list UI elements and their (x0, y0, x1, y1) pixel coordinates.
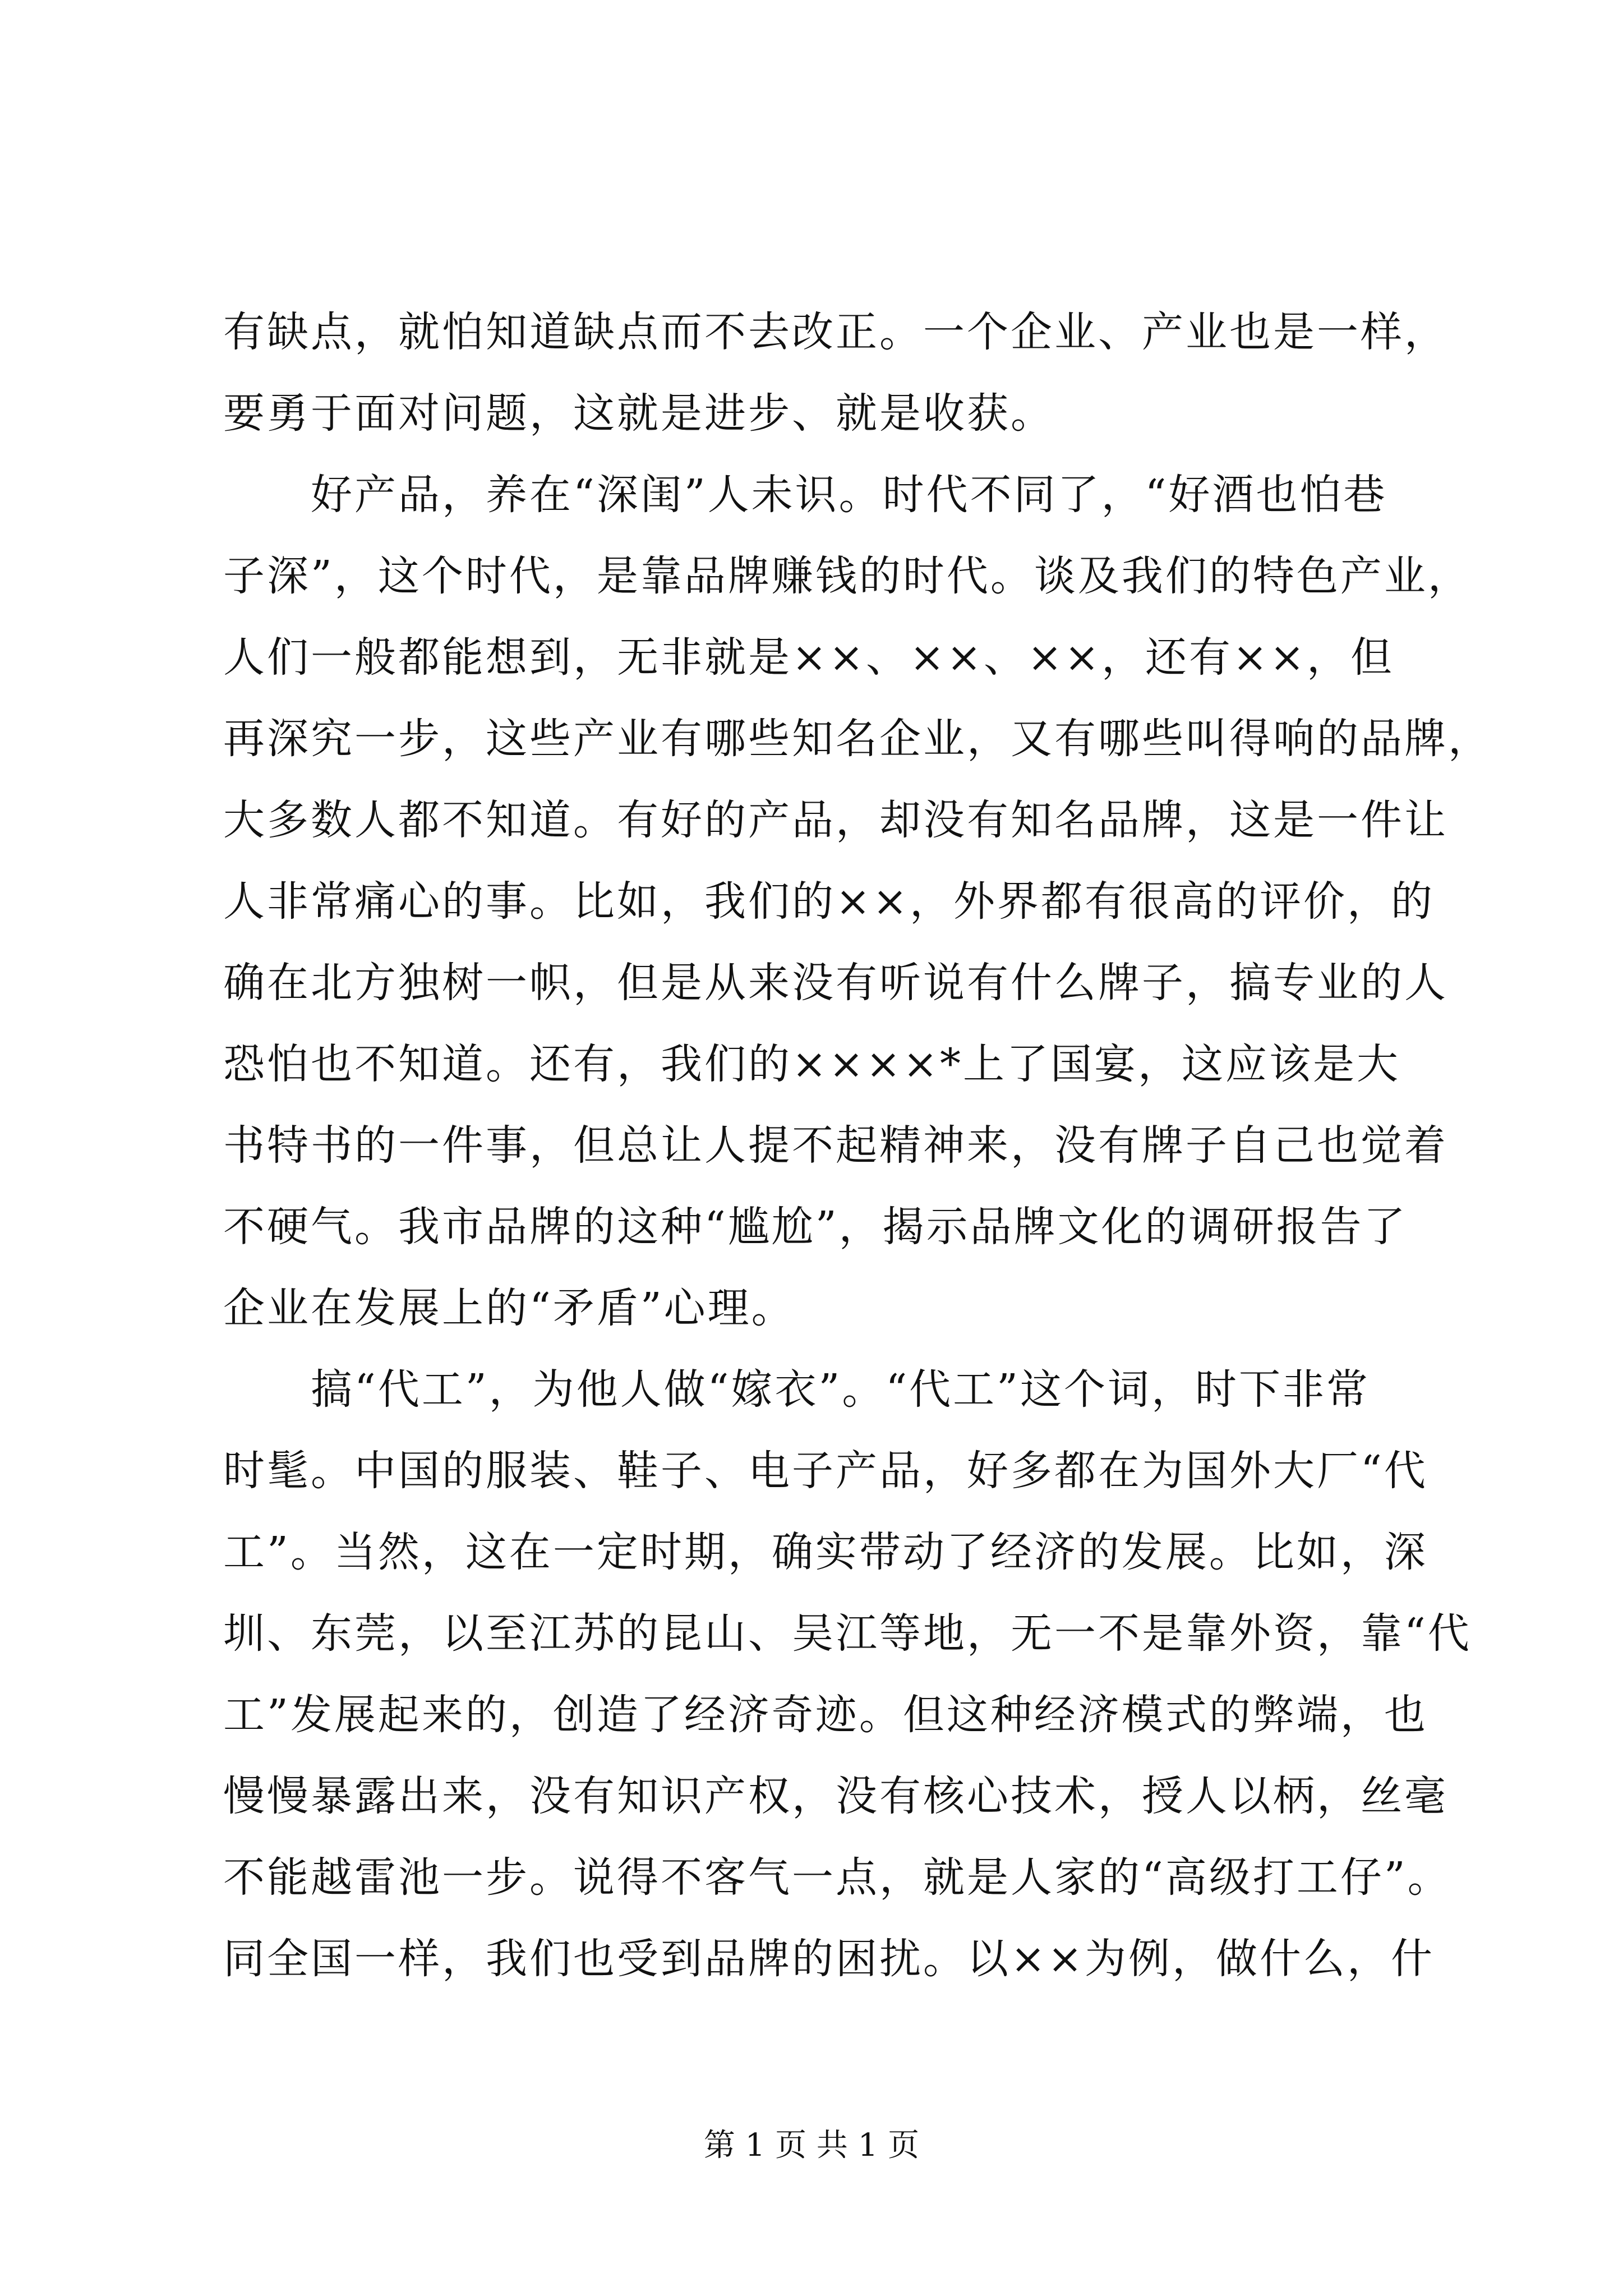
text-line: 有缺点，就怕知道缺点而不去改正。一个企业、产业也是一样， (223, 308, 1448, 356)
text-line: 同全国一样，我们也受到品牌的困扰。以××为例，做什么，什 (223, 1935, 1435, 1983)
text-line: 搞“代工”，为他人做“嫁衣”。“代工”这个词，时下非常 (223, 1365, 1370, 1414)
text-line: 确在北方独树一帜，但是从来没有听说有什么牌子，搞专业的人 (223, 959, 1448, 1007)
text-line: 大多数人都不知道。有好的产品，却没有知名品牌，这是一件让 (223, 796, 1448, 844)
text-line: 书特书的一件事，但总让人提不起精神来，没有牌子自己也觉着 (223, 1121, 1448, 1170)
body-text (223, 292, 1492, 2000)
page-footer: 第 1 页 共 1 页 (703, 2127, 920, 2164)
text-line: 人非常痛心的事。比如，我们的××，外界都有很高的评价，的 (223, 877, 1435, 926)
text-line: 圳、东莞，以至江苏的昆山、吴江等地，无一不是靠外资，靠“代 (223, 1609, 1472, 1658)
text-line: 工”。当然，这在一定时期，确实带动了经济的发展。比如，深 (223, 1528, 1428, 1576)
text-line: 时髦。中国的服装、鞋子、电子产品，好多都在为国外大厂“代 (223, 1447, 1428, 1495)
text-line: 不能越雷池一步。说得不客气一点，就是人家的“高级打工仔”。 (223, 1853, 1451, 1902)
text-line: 人们一般都能想到，无非就是××、××、××，还有××，但 (223, 633, 1395, 682)
text-line: 子深”，这个时代，是靠品牌赚钱的时代。谈及我们的特色产业， (223, 552, 1472, 600)
text-line: 企业在发展上的“矛盾”心理。 (223, 1284, 795, 1332)
text-line: 工”发展起来的，创造了经济奇迹。但这种经济模式的弊端，也 (223, 1691, 1428, 1739)
text-line: 好产品，养在“深闺”人未识。时代不同了，“好酒也怕巷 (223, 471, 1387, 519)
text-line: 恐怕也不知道。还有，我们的××××*上了国宴，这应该是大 (223, 1040, 1401, 1088)
text-line: 不硬气。我市品牌的这种“尴尬”，揭示品牌文化的调研报告了 (223, 1203, 1408, 1251)
text-line: 要勇于面对问题，这就是进步、就是收获。 (223, 389, 1054, 438)
text-line: 再深究一步，这些产业有哪些知名企业，又有哪些叫得响的品牌， (223, 715, 1492, 763)
text-line: 慢慢暴露出来，没有知识产权，没有核心技术，授人以柄，丝毫 (223, 1772, 1448, 1820)
